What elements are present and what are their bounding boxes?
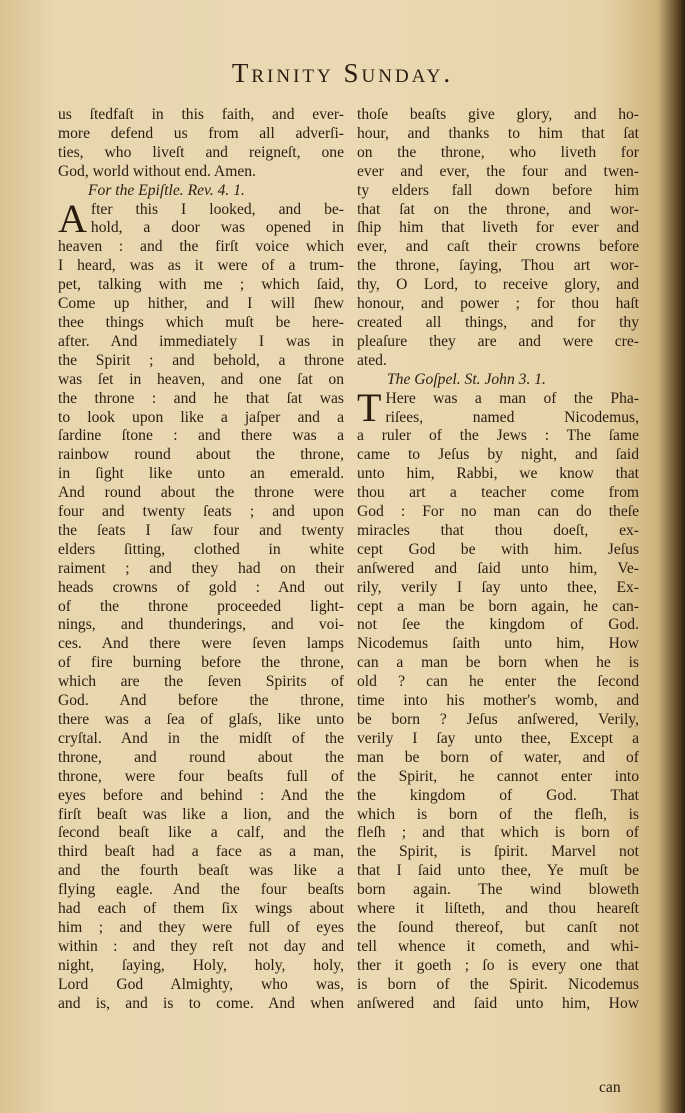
running-head: Trinity Sunday. (231, 58, 454, 88)
text-line: that ſat on the throne, and wor- (357, 200, 639, 218)
drop-cap: A (58, 195, 87, 241)
text-line: ever, and caſt their crowns before (357, 238, 639, 256)
text-line: anſwered and ſaid unto him, Ve- (357, 559, 639, 577)
text-line: God. And before the throne, (58, 692, 344, 710)
text-line: more defend us from all adverſi- (58, 124, 344, 142)
text-line: him ; and they were full of eyes (58, 918, 344, 936)
text-line: created all things, and for thy (357, 313, 639, 331)
dropcap-paragraph-start (357, 384, 639, 430)
text-line: tell whence it cometh, and whi- (357, 937, 639, 955)
text-line: anſwered and ſaid unto him, How (357, 994, 639, 1012)
text-line: the ſeats I ſaw four and twenty (58, 521, 344, 539)
text-line: ated. (357, 351, 387, 369)
text-line: the kingdom of God. That (357, 786, 639, 804)
text-line: third beaſt had a face as a man, (58, 843, 344, 861)
text-line: flying eagle. And the four beaſts (58, 881, 344, 899)
text-line: and the fourth beaſt was like a (58, 862, 344, 880)
text-line: which are the ſeven Spirits of (58, 673, 344, 691)
text-line: fleſh ; and that which is born of (357, 824, 639, 842)
text-line: cryſtal. And in the midſt of the (58, 729, 344, 747)
text-line: unto him, Rabbi, we know that (357, 465, 639, 483)
text-line: throne, were four beaſts full of (58, 767, 344, 785)
text-line: in ſight like unto an emerald. (58, 465, 344, 483)
text-line: the throne : and he that ſat was (58, 389, 344, 407)
text-line: eyes before and behind : And the (58, 786, 344, 804)
text-line: Nicodemus ſaith unto him, How (357, 635, 639, 653)
text-line: fter this I looked, and be- (90, 200, 344, 218)
text-line: pet, talking with me ; which ſaid, (58, 276, 344, 294)
text-line: verily I ſay unto thee, Except a (357, 729, 639, 747)
text-line: was ſet in heaven, and one ſat on (58, 370, 344, 388)
text-line: hold, a door was opened in (90, 219, 344, 237)
catchword: can (599, 1079, 621, 1096)
text-line: thoſe beaſts give glory, and ho- (357, 106, 639, 123)
text-line: Lord God Almighty, who was, (58, 975, 344, 993)
text-line: Come up hither, and I will ſhew (58, 295, 344, 313)
text-line: firſt beaſt was like a lion, and the (58, 805, 344, 823)
text-line: thee things which muſt be here- (58, 313, 344, 331)
epistle-heading: For the Epiſtle. Rev. 4. 1. (88, 181, 245, 199)
text-line: thou art a teacher come from (357, 484, 639, 502)
gospel-heading: The Goſpel. St. John 3. 1. (387, 370, 546, 388)
text-line: Here was a man of the Pha- (385, 389, 639, 407)
text-line: not ſee the kingdom of God. (357, 616, 639, 634)
text-line: the ſound thereof, but canſt not (357, 918, 639, 936)
text-line: ties, who liveſt and reigneſt, one (58, 143, 344, 161)
text-line: had each of them ſix wings about (58, 900, 344, 918)
text-line: can a man be born when he is (357, 654, 639, 672)
text-line: the Spirit, he cannot enter into (357, 767, 639, 785)
text-line: the Spirit ; and behold, a throne (58, 351, 344, 369)
drop-cap: T (357, 384, 382, 430)
text-line: after. And immediately I was in (58, 332, 344, 350)
text-line: to look upon like a jaſper and a (58, 408, 344, 426)
text-line: there was a ſea of glaſs, like unto (58, 711, 344, 728)
text-line: came to Jeſus by night, and ſaid (357, 446, 639, 464)
text-line: the throne, ſaying, Thou art wor- (357, 257, 639, 275)
text-line: four and twenty ſeats ; and upon (58, 503, 344, 521)
text-line: that I ſaid unto thee, Ye muſt be (357, 862, 639, 880)
text-line: elders ſitting, clothed in white (58, 540, 344, 558)
text-line: a ruler of the Jews : The ſame (357, 427, 639, 445)
text-line: time into his mother's womb, and (357, 692, 639, 710)
text-line: the Spirit, is ſpirit. Marvel not (357, 843, 639, 861)
text-line: heads crowns of gold : And out (58, 578, 344, 596)
text-line: be born ? Jeſus anſwered, Verily, (357, 711, 639, 728)
text-line: I heard, was as it were of a trum- (58, 257, 344, 275)
text-line: throne, and round about the (58, 748, 344, 766)
text-line: ſardine ſtone : and there was a (58, 427, 344, 445)
text-line: pleaſure they are and were cre- (357, 332, 639, 350)
text-line: riſees, named Nicodemus, (385, 408, 639, 426)
text-line: within : and they reſt not day and (58, 937, 344, 955)
text-line: of the throne proceeded light- (58, 597, 344, 615)
text-line: miracles that thou doeſt, ex- (357, 521, 639, 539)
text-line: cept a man be born again, he can- (357, 597, 639, 615)
text-line: honour, and power ; for thou haſt (357, 295, 639, 313)
text-line: and is, and is to come. And when (58, 994, 344, 1012)
dropcap-paragraph-start (58, 195, 344, 241)
text-line: raiment ; and they had on their (58, 559, 344, 577)
text-line: cept God be with him. Jeſus (357, 540, 639, 558)
left-column (58, 106, 344, 1014)
text-line: rainbow round about the throne, (58, 446, 344, 464)
text-line: us ſtedfaſt in this faith, and ever- (58, 106, 344, 123)
text-line: ever and ever, the four and twen- (357, 162, 639, 180)
text-line: God : For no man can do theſe (357, 503, 639, 521)
text-line: And round about the throne were (58, 484, 344, 502)
text-line: which is born of the fleſh, is (357, 805, 639, 823)
text-line: old ? can he enter the ſecond (357, 673, 639, 691)
text-line: hour, and thanks to him that ſat (357, 124, 639, 142)
text-line: ty elders fall down before him (357, 181, 639, 199)
text-line: ſhip him that liveth for ever and (357, 219, 639, 237)
text-line: heaven : and the firſt voice which (58, 238, 344, 256)
text-line: born again. The wind bloweth (357, 881, 639, 899)
text-line: rily, verily I ſay unto thee, Ex- (357, 578, 639, 596)
text-line: is born of the Spirit. Nicodemus (357, 975, 639, 993)
text-line: ſecond beaſt like a calf, and the (58, 824, 344, 842)
text-line: man be born of water, and of (357, 748, 639, 766)
text-line: ces. And there were ſeven lamps (58, 635, 344, 653)
text-line: ther it goeth ; ſo is every one that (357, 956, 639, 974)
text-line: of fire burning before the throne, (58, 654, 344, 672)
text-line: God, world without end. Amen. (58, 162, 256, 180)
text-line: nings, and thunderings, and voi- (58, 616, 344, 634)
text-line: on the throne, who liveth for (357, 143, 639, 161)
text-line: where it liſteth, and thou heareſt (357, 900, 639, 918)
text-line: night, ſaying, Holy, holy, holy, (58, 956, 344, 974)
right-column (357, 106, 639, 1014)
text-line: thy, O Lord, to receive glory, and (357, 276, 639, 294)
